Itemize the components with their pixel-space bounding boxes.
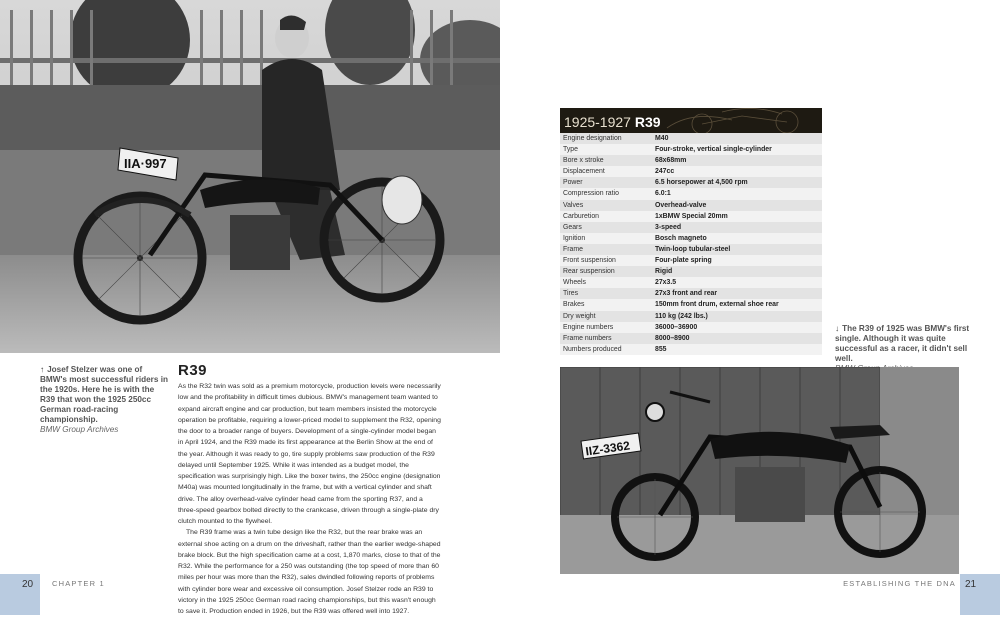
spec-row <box>560 133 822 144</box>
caption-right-text: The R39 of 1925 was BMW's first single. Although it was quite successful as a racer, it didn't sell well. <box>835 324 970 363</box>
spec-label: Frame <box>563 245 583 253</box>
spec-row <box>560 211 822 222</box>
spec-value: Four-plate spring <box>655 257 712 265</box>
spec-row <box>560 311 822 322</box>
spec-row <box>560 255 822 266</box>
spec-label: Compression ratio <box>563 190 619 198</box>
spec-row <box>560 288 822 299</box>
spec-row <box>560 222 822 233</box>
spec-label: Gears <box>563 223 582 231</box>
spec-label: Front suspension <box>563 257 616 265</box>
spec-value: 3-speed <box>655 223 682 231</box>
spec-title-years: 1925-1927 <box>564 114 631 130</box>
spec-value: Twin-loop tubular-steel <box>655 245 731 253</box>
spec-value: Overhead-valve <box>655 201 707 209</box>
spec-row <box>560 266 822 277</box>
page-tab-left <box>0 574 40 615</box>
photo-r39-studio <box>560 367 959 574</box>
spec-row <box>560 233 822 244</box>
spec-value: Four-stroke, vertical single-cylinder <box>655 146 772 154</box>
page-number-left: 20 <box>22 579 34 590</box>
article-heading: R39 <box>178 362 208 379</box>
spec-header-ornament <box>662 108 822 133</box>
arrow-down-icon: ↓ <box>835 324 840 333</box>
spec-label: Frame numbers <box>563 334 612 342</box>
spec-value: 36000–36900 <box>655 323 698 331</box>
spec-value: 68x68mm <box>655 157 687 165</box>
spec-value: 1xBMW Special 20mm <box>655 212 728 220</box>
spec-value: 247cc <box>655 168 675 176</box>
spec-value: Rigid <box>655 268 673 276</box>
spec-header <box>560 108 822 133</box>
spec-row <box>560 333 822 344</box>
spec-row <box>560 144 822 155</box>
spec-title <box>564 114 661 130</box>
spec-label: Engine numbers <box>563 323 614 331</box>
spec-label: Displacement <box>563 168 605 176</box>
spec-row <box>560 344 822 355</box>
arrow-up-icon: ↑ <box>40 365 45 374</box>
spec-label: Power <box>563 179 583 187</box>
article-paragraph-1: As the R32 twin was sold as a premium motorcycle, production levels were necessarily low and the profitability in difficult times dubious. BMW's management team wanted to expand aircraft engine and car production, but team members insisted the motorcycle operation be profitable, requiring a lower-priced model to supplement the R32, opening the door to a broader range of buyers. Development of a single-cylinder model began in April 1924, and the R39 made its first appearance at the Berlin Show at the end of the year. Although it was ready to go, tire supply problems saw production of the R39 delayed until September 1925. While it was intended as a budget model, the specification was surprisingly high. Like the boxer twins, the 250cc engine (designation M40a) was mounted longitudinally in the frame, but with a vertical cylinder and shaft drive. The alloy overhead-valve cylinder head came from the sporting R37, and a three-speed gearbox bolted directly to the crankcase, driven through a single-plate dry clutch mounted to the flywheel. <box>178 383 441 525</box>
spec-row <box>560 322 822 333</box>
spec-row <box>560 244 822 255</box>
spec-value: M40 <box>655 135 669 142</box>
spec-value: 27x3.5 <box>655 279 677 287</box>
running-header-right: ESTABLISHING THE DNA <box>843 579 956 588</box>
spec-row <box>560 155 822 166</box>
spec-value: 27x3 front and rear <box>655 290 718 298</box>
spec-title-model: R39 <box>634 114 661 130</box>
spec-value: Bosch magneto <box>655 234 707 242</box>
article <box>178 362 441 617</box>
spec-label: Rear suspension <box>563 268 615 276</box>
caption-left <box>40 365 168 435</box>
spec-label: Dry weight <box>563 312 596 320</box>
spec-label: Numbers produced <box>563 345 622 353</box>
right-plate-text: IIZ-3362 <box>584 438 631 459</box>
spec-label: Brakes <box>563 301 585 309</box>
spec-value: 110 kg (242 lbs.) <box>655 312 708 320</box>
spec-row <box>560 299 822 310</box>
spec-value: 150mm front drum, external shoe rear <box>655 301 779 309</box>
spec-row <box>560 200 822 211</box>
caption-left-credit: BMW Group Archives <box>40 425 119 434</box>
spec-value: 8000–8900 <box>655 334 690 342</box>
spec-label: Ignition <box>563 234 586 242</box>
spec-row <box>560 277 822 288</box>
running-header-left: CHAPTER 1 <box>52 579 105 588</box>
left-plate-text: IIA·997 <box>124 156 167 171</box>
spec-value: 6.5 horsepower at 4,500 rpm <box>655 179 748 187</box>
spec-row <box>560 188 822 199</box>
spec-table <box>560 108 822 355</box>
spec-label: Wheels <box>563 279 586 287</box>
spec-value: 855 <box>655 345 667 353</box>
spec-row <box>560 177 822 188</box>
spec-label: Valves <box>563 201 584 209</box>
spec-label: Carburetion <box>563 212 600 220</box>
spec-rows <box>560 133 822 355</box>
spec-row <box>560 166 822 177</box>
photo-stelzer-r39 <box>0 0 500 353</box>
article-paragraph-2: The R39 frame was a twin tube design like the R32, but the rear brake was an external shoe acting on a drum on the driveshaft, rather than the earlier wedge-shaped brake block. But the high specification came at a cost, 1,870 marks, close to that of the R32. While the performance for a 250 was outstanding (the top speed of more than 60 miles per hour was more than the R32), sales dwindled following reports of problems with cylinder bore wear and excessive oil consumption. Josef Stelzer rode an R39 to victory in the 1925 250cc German road racing championships, but this wasn't enough to save it. Production ended in 1926, but the R39 was offered well into 1927. <box>178 529 441 615</box>
page-number-right: 21 <box>965 579 977 590</box>
spec-label: Tires <box>563 290 579 298</box>
spec-label: Type <box>563 146 578 154</box>
spec-label: Engine designation <box>563 135 622 142</box>
spec-value: 6.0:1 <box>655 190 671 198</box>
spec-label: Bore x stroke <box>563 157 604 165</box>
caption-left-text: Josef Stelzer was one of BMW's most successful riders in the 1920s. Here he is with the R39 that won the 1925 250cc German road-racing championship. <box>40 365 168 424</box>
